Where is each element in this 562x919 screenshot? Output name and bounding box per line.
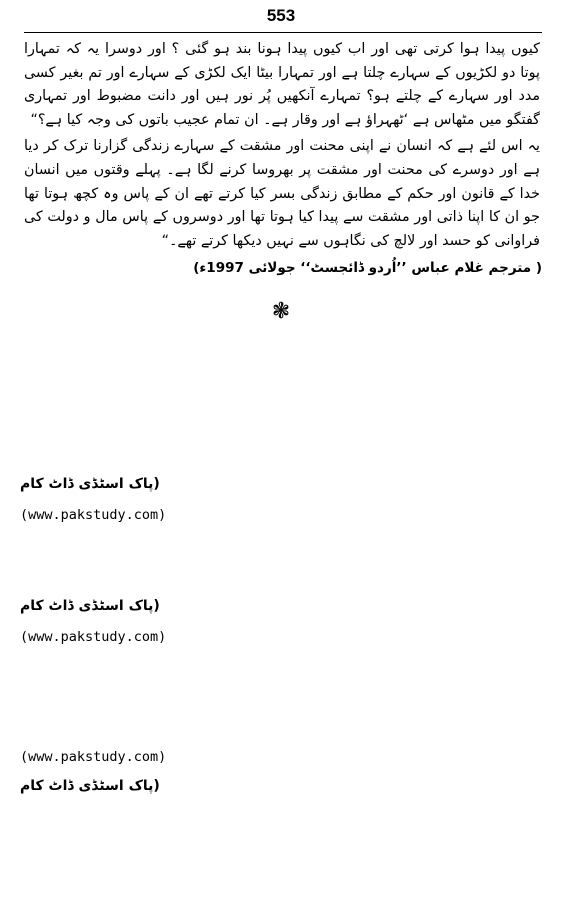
site-url[interactable]: (www.pakstudy.com) xyxy=(20,629,167,645)
paragraph: کیوں پیدا ہوا کرتی تھی اور اب کیوں پیدا ہونا بند ہو گئی ؟ اور دوسرا یہ کہ تمہارا پوتا دو لکڑیوں کے سہارے چلتا ہے اور تمہارا بیٹا ایک لکڑی کے سہارے اور تم بغیر کسی مدد اور سہارے کے چلتے ہو؟ تمہارے آنکھیں پُر نور ہیں اور دانت مضبوط اور تمہاری گفتگو میں مٹھاس ہے ‘ٹھہراؤ ہے اور وقار ہے۔ ان تمام عجیب باتوں کی وجہ کیا ہے؟“ xyxy=(24,41,540,128)
site-name-urdu: (پاک اسٹڈی ڈاٹ کام xyxy=(20,476,160,492)
site-name-urdu: (پاک اسٹڈی ڈاٹ کام xyxy=(20,778,160,794)
paragraph: یہ اس لئے ہے کہ انسان نے اپنی محنت اور مشقت کے سہارے زندگی گزارنا ترک کر دیا ہے اور دوسرے کی محنت اور مشقت پر بھروسا کرنے لگا ہے۔ پہلے وقتوں میں انسان خدا کے قانون اور حکم کے مطابق زندگی بسر کیا کرتے تھے ان کے پاس وہ کچھ ہوتا تھا جو ان کا اپنا ذاتی اور مشقت سے پیدا کیا ہوتا تھا اور دوسروں کے پاس مال و دولت کی فراوانی کو حسد اور لالچ کی نگاہوں سے نہیں دیکھا کرتے تھے۔“ xyxy=(24,138,540,249)
page-number: 553 xyxy=(266,6,296,25)
header-divider xyxy=(24,32,542,33)
site-url[interactable]: (www.pakstudy.com) xyxy=(20,507,167,523)
site-url[interactable]: (www.pakstudy.com) xyxy=(20,749,167,765)
site-name-urdu: (پاک اسٹڈی ڈاٹ کام xyxy=(20,598,160,614)
article-credit: ( مترجم غلام عباس ’’اُردو ڈائجسٹ‘‘ جولائی 1997ء) xyxy=(193,260,542,276)
article-body xyxy=(24,38,540,253)
flower-ornament-icon: ❃ xyxy=(271,299,291,324)
